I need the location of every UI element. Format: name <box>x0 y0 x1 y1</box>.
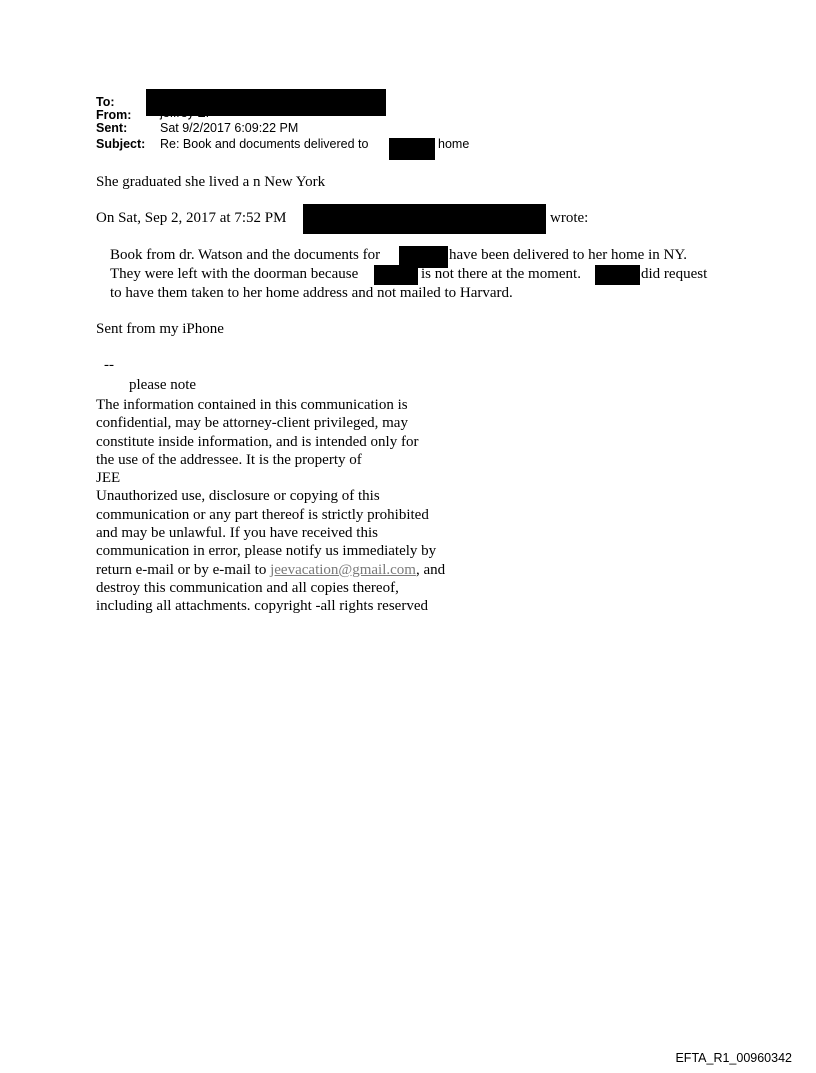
quoted-line1-a: Book from dr. Watson and the documents for <box>110 247 381 263</box>
subject-value-suffix: home <box>438 137 470 151</box>
redaction-sender <box>303 204 546 234</box>
email-line-prefix: return e-mail or by e-mail to <box>96 561 267 578</box>
disclaimer-line: destroy this communication and all copies thereof, <box>96 579 399 596</box>
quoted-line2-a: They were left with the doorman because <box>110 266 359 282</box>
disclaimer-line: including all attachments. copyright -all rights reserved <box>96 598 428 615</box>
sent-value: Sat 9/2/2017 6:09:22 PM <box>160 121 299 135</box>
disclaimer-line: constitute inside information, and is intended only for <box>96 433 419 450</box>
disclaimer-line: JEE <box>96 470 121 487</box>
email-line-suffix: , and <box>415 561 446 578</box>
disclaimer-line: Unauthorized use, disclosure or copying of this <box>96 488 380 505</box>
quote-intro-suffix: wrote: <box>550 210 589 226</box>
quoted-line2-c: did request <box>641 266 708 282</box>
disclaimer-line: communication in error, please notify us immediately by <box>96 543 437 560</box>
disclaimer-line: and may be unlawful. If you have received this <box>96 525 378 542</box>
redaction-subject <box>389 138 435 160</box>
disclaimer-line: The information contained in this communication is <box>96 397 408 413</box>
quoted-line2-b: is not there at the moment. <box>421 266 581 282</box>
disclaimer <box>96 396 445 616</box>
reply-line: She graduated she lived a n New York <box>96 174 326 190</box>
quoted-line3: to have them taken to her home address and not mailed to Harvard. <box>110 285 513 301</box>
disclaimer-line: confidential, may be attorney-client privileged, may <box>96 415 408 432</box>
to-label: To: <box>96 95 115 109</box>
redaction-to <box>146 89 386 116</box>
disclaimer-email-line <box>96 561 445 579</box>
subject-label: Subject: <box>96 137 146 151</box>
separator: -- <box>104 357 114 373</box>
redaction-quoted-3 <box>595 265 640 285</box>
redaction-quoted-2 <box>374 265 418 285</box>
disclaimer-line: communication or any part thereof is strictly prohibited <box>96 506 429 523</box>
sent-label: Sent: <box>96 121 128 135</box>
signature: Sent from my iPhone <box>96 321 224 337</box>
email-link[interactable]: jeevacation@gmail.com <box>270 561 416 578</box>
from-label: From: <box>96 108 132 122</box>
disclaimer-line: the use of the addressee. It is the property of <box>96 451 362 468</box>
subject-value-prefix: Re: Book and documents delivered to <box>160 137 369 151</box>
quote-intro-prefix: On Sat, Sep 2, 2017 at 7:52 PM <box>96 210 287 226</box>
document-id: EFTA_R1_00960342 <box>675 1051 792 1065</box>
quoted-line1-b: have been delivered to her home in NY. <box>449 247 687 263</box>
please-note: please note <box>129 377 197 393</box>
